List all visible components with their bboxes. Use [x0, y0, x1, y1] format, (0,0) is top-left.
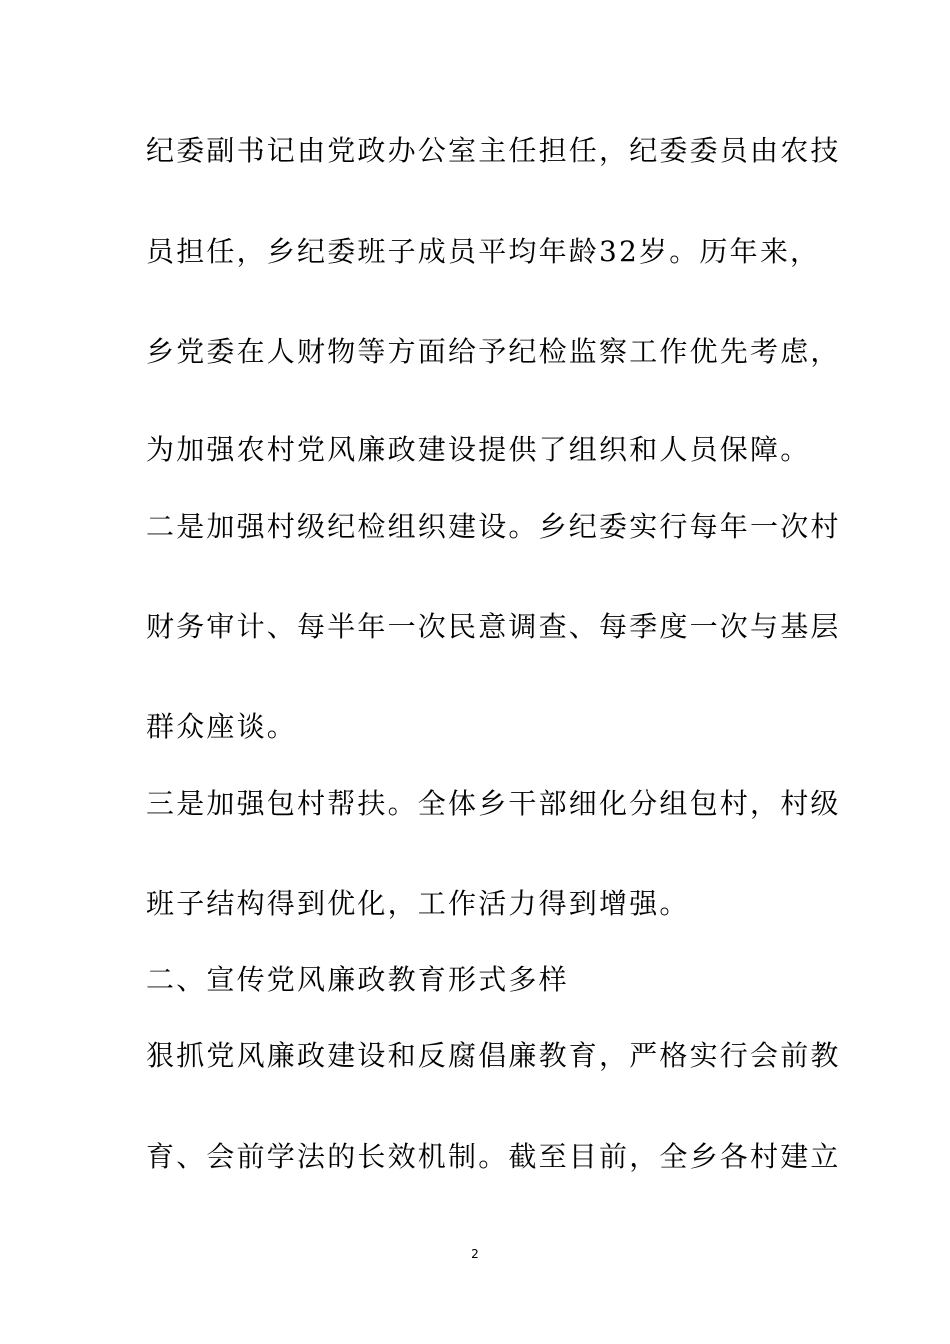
page-number: 2	[471, 1247, 479, 1261]
text-line: 群众座谈。	[146, 710, 298, 743]
section-heading: 二、宣传党风廉政教育形式多样	[146, 963, 569, 996]
text-line: 狠抓党风廉政建设和反腐倡廉教育，严格实行会前教	[146, 1039, 841, 1072]
text-line: 员担任，乡纪委班子成员平均年龄32岁。历年来，	[146, 235, 821, 268]
text-line: 乡党委在人财物等方面给予纪检监察工作优先考虑，	[146, 335, 841, 368]
text-line: 育、会前学法的长效机制。截至目前，全乡各村建立	[146, 1140, 841, 1173]
text-line: 三是加强包村帮扶。全体乡干部细化分组包村，村级	[146, 787, 841, 820]
text-line: 二是加强村级纪检组织建设。乡纪委实行每年一次村	[146, 510, 841, 543]
text-line: 纪委副书记由党政办公室主任担任，纪委委员由农技	[146, 134, 841, 167]
text-line: 为加强农村党风廉政建设提供了组织和人员保障。	[146, 433, 811, 466]
text-line: 财务审计、每半年一次民意调查、每季度一次与基层	[146, 610, 841, 643]
text-line: 班子结构得到优化，工作活力得到增强。	[146, 887, 690, 920]
